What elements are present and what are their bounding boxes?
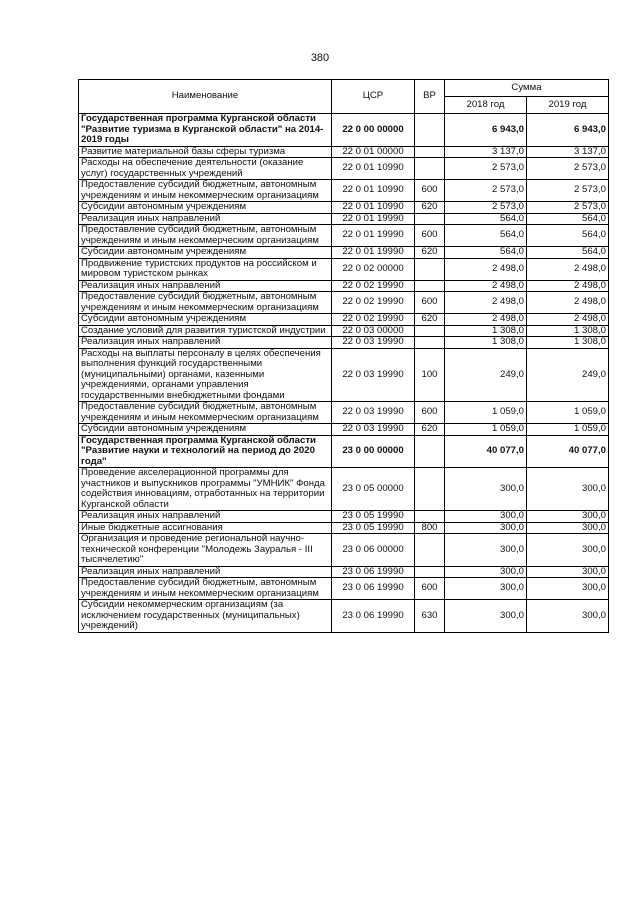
row-csr: 22 0 01 10990 xyxy=(332,202,415,214)
row-name: Предоставление субсидий бюджетным, автономным учреждениям и иным некоммерческим организациям xyxy=(79,292,332,314)
row-csr: 22 0 01 19990 xyxy=(332,213,415,225)
row-csr: 22 0 01 00000 xyxy=(332,146,415,158)
row-csr: 22 0 01 10990 xyxy=(332,180,415,202)
row-csr: 22 0 01 19990 xyxy=(332,225,415,247)
table-row xyxy=(79,522,609,534)
row-amount-2018: 2 573,0 xyxy=(445,158,527,180)
table-row xyxy=(79,424,609,436)
row-amount-2018: 1 059,0 xyxy=(445,424,527,436)
row-vr: 600 xyxy=(415,225,445,247)
row-amount-2018: 6 943,0 xyxy=(445,114,527,147)
row-amount-2018: 1 308,0 xyxy=(445,325,527,337)
row-vr: 620 xyxy=(415,314,445,326)
row-name: Субсидии автономным учреждениям xyxy=(79,247,332,259)
row-amount-2019: 1 059,0 xyxy=(527,402,609,424)
row-amount-2018: 1 059,0 xyxy=(445,402,527,424)
row-amount-2019: 300,0 xyxy=(527,468,609,511)
row-amount-2019: 2 573,0 xyxy=(527,180,609,202)
table-row xyxy=(79,534,609,567)
table-row xyxy=(79,314,609,326)
row-csr: 22 0 03 19990 xyxy=(332,424,415,436)
table-row xyxy=(79,435,609,468)
table-row xyxy=(79,225,609,247)
row-vr xyxy=(415,435,445,468)
row-amount-2019: 300,0 xyxy=(527,534,609,567)
table-row xyxy=(79,213,609,225)
row-csr: 22 0 03 00000 xyxy=(332,325,415,337)
row-amount-2019: 249,0 xyxy=(527,348,609,402)
row-amount-2018: 2 498,0 xyxy=(445,314,527,326)
row-amount-2018: 300,0 xyxy=(445,566,527,578)
row-vr: 630 xyxy=(415,600,445,633)
row-csr: 22 0 03 19990 xyxy=(332,337,415,349)
row-amount-2018: 40 077,0 xyxy=(445,435,527,468)
table-row xyxy=(79,146,609,158)
table-row xyxy=(79,114,609,147)
row-csr: 22 0 02 19990 xyxy=(332,314,415,326)
row-csr: 22 0 02 19990 xyxy=(332,292,415,314)
row-amount-2018: 3 137,0 xyxy=(445,146,527,158)
table-row xyxy=(79,158,609,180)
row-amount-2018: 564,0 xyxy=(445,213,527,225)
table-row xyxy=(79,292,609,314)
row-csr: 23 0 06 19990 xyxy=(332,578,415,600)
row-vr xyxy=(415,213,445,225)
row-vr: 620 xyxy=(415,247,445,259)
row-name: Реализация иных направлений xyxy=(79,566,332,578)
row-name: Субсидии автономным учреждениям xyxy=(79,424,332,436)
row-amount-2018: 2 573,0 xyxy=(445,202,527,214)
row-vr xyxy=(415,566,445,578)
row-csr: 22 0 01 10990 xyxy=(332,158,415,180)
header-name: Наименование xyxy=(79,80,332,114)
row-amount-2018: 300,0 xyxy=(445,600,527,633)
row-vr: 800 xyxy=(415,522,445,534)
row-vr xyxy=(415,280,445,292)
row-amount-2019: 2 498,0 xyxy=(527,292,609,314)
row-amount-2019: 300,0 xyxy=(527,578,609,600)
row-amount-2019: 300,0 xyxy=(527,511,609,523)
row-vr: 600 xyxy=(415,180,445,202)
row-amount-2018: 2 498,0 xyxy=(445,258,527,280)
table-row xyxy=(79,202,609,214)
row-csr: 22 0 02 00000 xyxy=(332,258,415,280)
row-amount-2018: 300,0 xyxy=(445,468,527,511)
row-csr: 23 0 05 00000 xyxy=(332,468,415,511)
row-amount-2018: 564,0 xyxy=(445,225,527,247)
row-name: Субсидии некоммерческим организациям (за исключением государственных (муниципальных) учреждений) xyxy=(79,600,332,633)
row-csr: 22 0 00 00000 xyxy=(332,114,415,147)
table-row xyxy=(79,180,609,202)
row-csr: 23 0 05 19990 xyxy=(332,511,415,523)
row-name: Создание условий для развития туристской индустрии xyxy=(79,325,332,337)
table-row xyxy=(79,325,609,337)
row-amount-2018: 2 573,0 xyxy=(445,180,527,202)
row-amount-2018: 300,0 xyxy=(445,534,527,567)
row-vr xyxy=(415,337,445,349)
row-vr: 600 xyxy=(415,292,445,314)
row-vr xyxy=(415,146,445,158)
row-name: Расходы на выплаты персоналу в целях обеспечения выполнения функций государственными (муниципальными) органами, казенными учреждениями, органами управления государственными внебюджетными фондами xyxy=(79,348,332,402)
row-vr: 620 xyxy=(415,424,445,436)
row-name: Реализация иных направлений xyxy=(79,511,332,523)
row-csr: 23 0 06 19990 xyxy=(332,566,415,578)
page-number: 380 xyxy=(310,52,330,64)
row-vr xyxy=(415,158,445,180)
row-amount-2019: 1 308,0 xyxy=(527,337,609,349)
row-name: Предоставление субсидий бюджетным, автономным учреждениям и иным некоммерческим организациям xyxy=(79,225,332,247)
row-amount-2019: 300,0 xyxy=(527,600,609,633)
row-amount-2019: 564,0 xyxy=(527,247,609,259)
row-name: Реализация иных направлений xyxy=(79,337,332,349)
row-name: Субсидии автономным учреждениям xyxy=(79,314,332,326)
row-name: Продвижение туристских продуктов на российском и мировом туристском рынках xyxy=(79,258,332,280)
table-row xyxy=(79,566,609,578)
row-amount-2019: 2 573,0 xyxy=(527,202,609,214)
row-amount-2019: 300,0 xyxy=(527,566,609,578)
row-name: Организация и проведение региональной научно-технической конференции "Молодежь Зауралья - III тысячелетию" xyxy=(79,534,332,567)
row-csr: 22 0 02 19990 xyxy=(332,280,415,292)
table-row xyxy=(79,247,609,259)
row-amount-2019: 3 137,0 xyxy=(527,146,609,158)
table-row xyxy=(79,578,609,600)
row-amount-2019: 300,0 xyxy=(527,522,609,534)
row-amount-2019: 40 077,0 xyxy=(527,435,609,468)
table-row xyxy=(79,280,609,292)
row-name: Предоставление субсидий бюджетным, автономным учреждениям и иным некоммерческим организациям xyxy=(79,402,332,424)
table-row xyxy=(79,468,609,511)
row-csr: 22 0 03 19990 xyxy=(332,348,415,402)
row-amount-2018: 1 308,0 xyxy=(445,337,527,349)
row-amount-2018: 249,0 xyxy=(445,348,527,402)
row-name: Реализация иных направлений xyxy=(79,213,332,225)
row-name: Государственная программа Курганской области "Развитие туризма в Курганской области" на 2014-2019 годы xyxy=(79,114,332,147)
row-amount-2018: 300,0 xyxy=(445,511,527,523)
table-row xyxy=(79,511,609,523)
row-vr xyxy=(415,114,445,147)
row-csr: 22 0 03 19990 xyxy=(332,402,415,424)
row-amount-2019: 2 498,0 xyxy=(527,280,609,292)
table-row xyxy=(79,258,609,280)
header-vr: ВР xyxy=(415,80,445,114)
row-csr: 22 0 01 19990 xyxy=(332,247,415,259)
budget-table xyxy=(78,79,609,633)
row-name: Иные бюджетные ассигнования xyxy=(79,522,332,534)
row-vr: 620 xyxy=(415,202,445,214)
row-amount-2019: 6 943,0 xyxy=(527,114,609,147)
row-amount-2018: 2 498,0 xyxy=(445,292,527,314)
row-amount-2019: 2 573,0 xyxy=(527,158,609,180)
row-vr xyxy=(415,325,445,337)
table-row xyxy=(79,600,609,633)
header-csr: ЦСР xyxy=(332,80,415,114)
row-amount-2019: 1 059,0 xyxy=(527,424,609,436)
row-vr xyxy=(415,468,445,511)
row-name: Проведение акселерационной программы для участников и выпускников программы "УМНИК" Фонда содействия инновациям, отработанных на территории Курганской области xyxy=(79,468,332,511)
row-amount-2019: 564,0 xyxy=(527,213,609,225)
row-csr: 23 0 05 19990 xyxy=(332,522,415,534)
row-vr: 600 xyxy=(415,402,445,424)
row-csr: 23 0 06 00000 xyxy=(332,534,415,567)
header-sum: Сумма xyxy=(445,80,609,97)
row-amount-2019: 1 308,0 xyxy=(527,325,609,337)
row-vr xyxy=(415,511,445,523)
row-amount-2019: 564,0 xyxy=(527,225,609,247)
row-vr: 100 xyxy=(415,348,445,402)
row-name: Реализация иных направлений xyxy=(79,280,332,292)
table-row xyxy=(79,337,609,349)
row-amount-2019: 2 498,0 xyxy=(527,314,609,326)
row-vr xyxy=(415,534,445,567)
table-row xyxy=(79,402,609,424)
row-name: Расходы на обеспечение деятельности (оказание услуг) государственных учреждений xyxy=(79,158,332,180)
header-2019: 2019 год xyxy=(527,97,609,114)
row-name: Предоставление субсидий бюджетным, автономным учреждениям и иным некоммерческим организациям xyxy=(79,578,332,600)
header-2018: 2018 год xyxy=(445,97,527,114)
row-vr: 600 xyxy=(415,578,445,600)
table-row xyxy=(79,348,609,402)
row-amount-2018: 2 498,0 xyxy=(445,280,527,292)
row-amount-2019: 2 498,0 xyxy=(527,258,609,280)
row-amount-2018: 564,0 xyxy=(445,247,527,259)
row-csr: 23 0 06 19990 xyxy=(332,600,415,633)
row-name: Государственная программа Курганской области "Развитие науки и технологий на период до 2020 года" xyxy=(79,435,332,468)
row-name: Субсидии автономным учреждениям xyxy=(79,202,332,214)
row-vr xyxy=(415,258,445,280)
row-name: Развитие материальной базы сферы туризма xyxy=(79,146,332,158)
row-amount-2018: 300,0 xyxy=(445,522,527,534)
row-name: Предоставление субсидий бюджетным, автономным учреждениям и иным некоммерческим организациям xyxy=(79,180,332,202)
row-amount-2018: 300,0 xyxy=(445,578,527,600)
row-csr: 23 0 00 00000 xyxy=(332,435,415,468)
